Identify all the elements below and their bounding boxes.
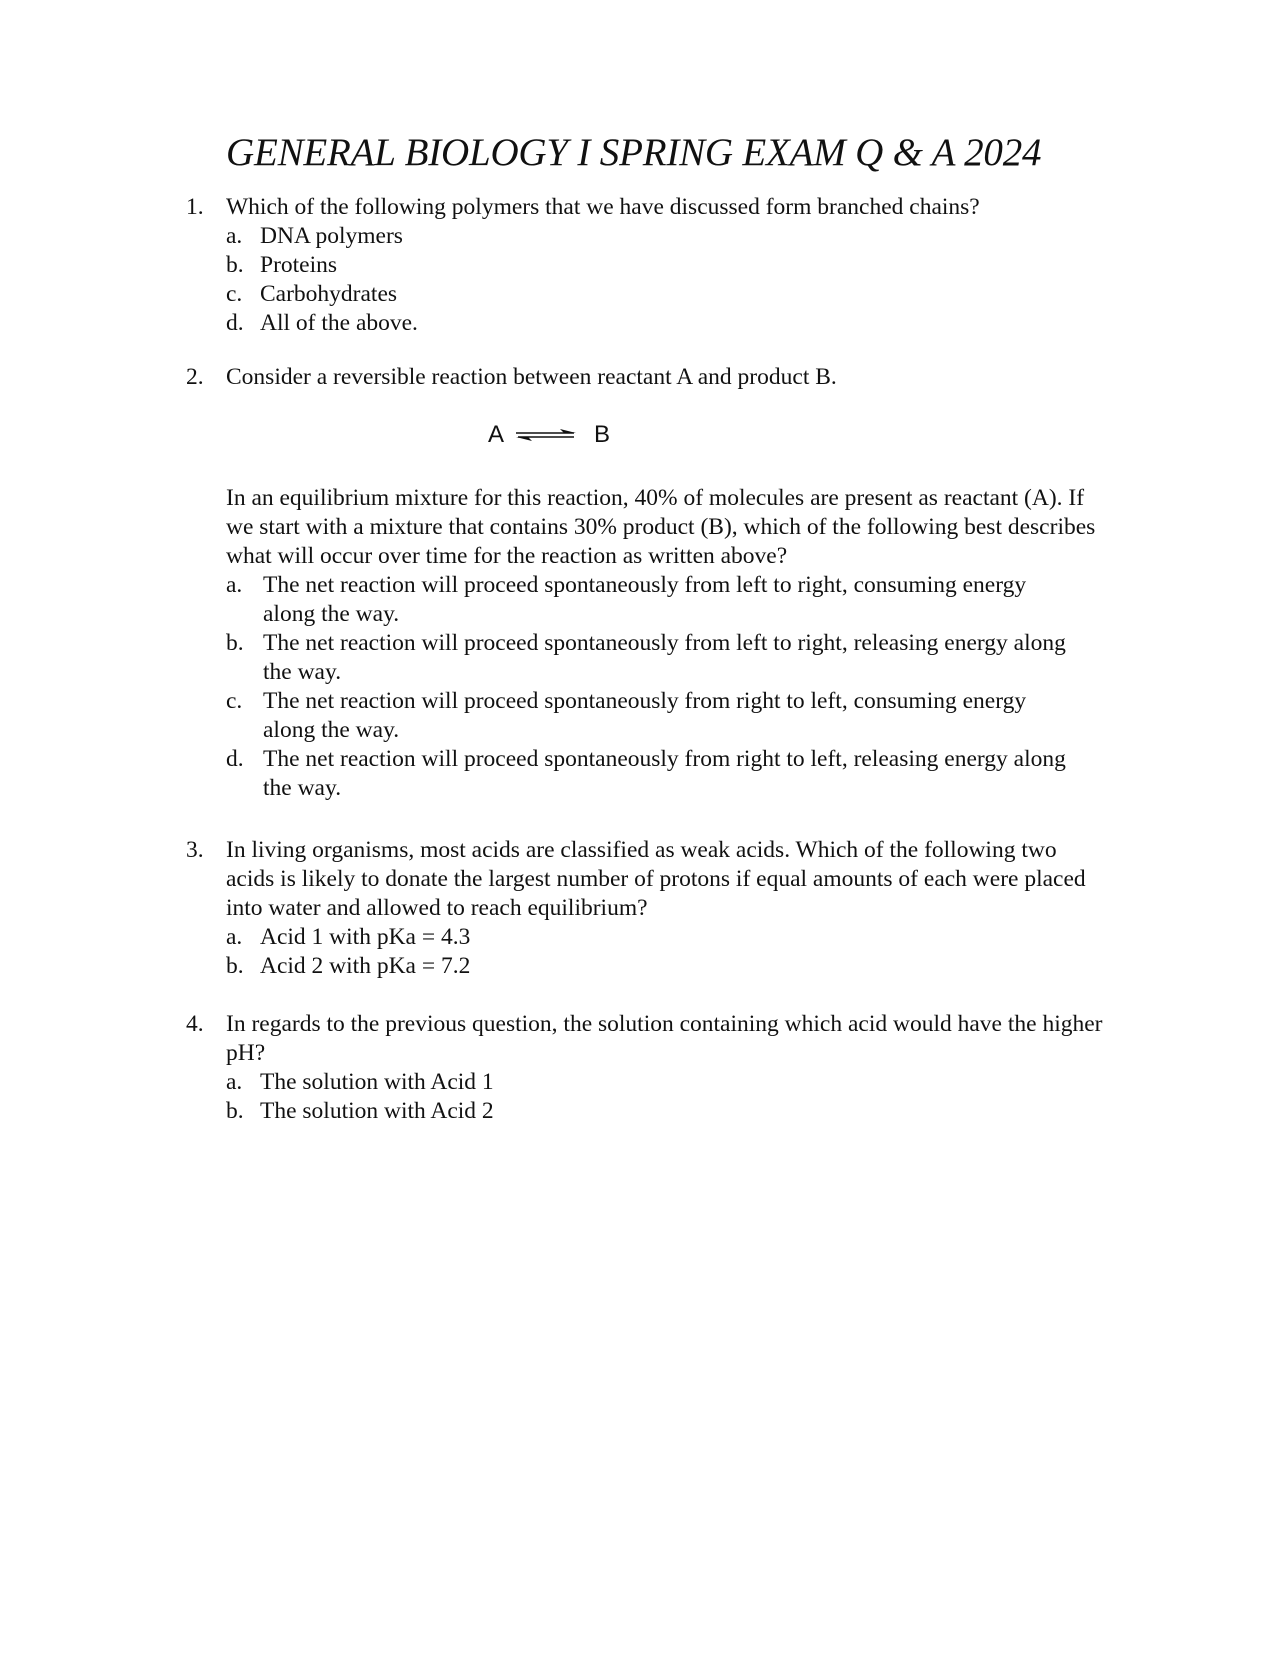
question-text: Consider a reversible reaction between reactant A and product B. — [226, 364, 837, 390]
option-text: Carbohydrates — [260, 281, 398, 307]
option-list — [226, 222, 1106, 338]
option-a — [226, 571, 1106, 629]
option-letter: a. — [226, 924, 243, 950]
option-d — [226, 309, 1106, 338]
option-letter: a. — [226, 1069, 243, 1095]
option-text: The solution with Acid 2 — [260, 1098, 494, 1124]
question-2 — [186, 363, 1106, 403]
option-letter: b. — [226, 252, 244, 278]
option-letter: b. — [226, 630, 244, 656]
option-text: The net reaction will proceed spontaneously from right to left, consuming energy along the way. — [263, 688, 1027, 743]
question-number: 1. — [186, 194, 204, 220]
option-letter: b. — [226, 953, 244, 979]
option-b — [226, 952, 1106, 981]
question-number: 4. — [186, 1011, 204, 1037]
option-text: The solution with Acid 1 — [260, 1069, 494, 1095]
page-title: GENERAL BIOLOGY I SPRING EXAM Q & A 2024 — [226, 131, 1042, 174]
option-text: All of the above. — [260, 310, 418, 336]
option-text: The net reaction will proceed spontaneously from right to left, releasing energy along the way. — [263, 746, 1066, 801]
option-a — [226, 222, 1106, 251]
option-letter: d. — [226, 310, 244, 336]
option-c — [226, 280, 1106, 309]
option-text: The net reaction will proceed spontaneously from left to right, releasing energy along the way. — [263, 630, 1066, 685]
option-letter: a. — [226, 572, 243, 598]
question-text: Which of the following polymers that we have discussed form branched chains? — [226, 194, 980, 220]
option-text: DNA polymers — [260, 223, 403, 249]
question-4 — [186, 1010, 1106, 1126]
question-text: In regards to the previous question, the solution containing which acid would have the higher pH? — [226, 1011, 1103, 1066]
option-b — [226, 1097, 1106, 1126]
reactant-label: A — [488, 421, 505, 448]
option-c — [226, 687, 1106, 745]
option-letter: c. — [226, 281, 243, 307]
question-text: In living organisms, most acids are classified as weak acids. Which of the following two acids is likely to donate the largest number of protons if equal amounts of each were placed into water and allowed to reach equilibrium? — [226, 837, 1086, 921]
option-text: Acid 2 with pKa = 7.2 — [260, 953, 471, 979]
question-1 — [186, 193, 1106, 336]
question-number: 2. — [186, 364, 204, 390]
option-b — [226, 629, 1106, 687]
option-letter: b. — [226, 1098, 244, 1124]
option-letter: c. — [226, 688, 243, 714]
equilibrium-arrow-icon — [514, 426, 578, 444]
option-text: Proteins — [260, 252, 338, 278]
question-number: 3. — [186, 837, 204, 863]
option-list — [226, 571, 1106, 803]
option-d — [226, 745, 1106, 803]
option-list — [226, 1068, 1106, 1126]
option-letter: d. — [226, 746, 244, 772]
question-3 — [186, 836, 1106, 981]
option-a — [226, 1068, 1106, 1097]
option-text: The net reaction will proceed spontaneously from left to right, consuming energy along the way. — [263, 572, 1027, 627]
option-list — [226, 923, 1106, 981]
option-text: Acid 1 with pKa = 4.3 — [260, 924, 471, 950]
question-2-paragraph: In an equilibrium mixture for this reaction, 40% of molecules are present as reactant (A). If we start with a mixture that contains 30% product (B), which of the following best describes what will occur over time for the reaction as written above? — [226, 485, 1096, 569]
question-2-options — [186, 571, 1106, 803]
option-b — [226, 251, 1106, 280]
option-letter: a. — [226, 223, 243, 249]
option-a — [226, 923, 1106, 952]
product-label: B — [594, 421, 611, 448]
